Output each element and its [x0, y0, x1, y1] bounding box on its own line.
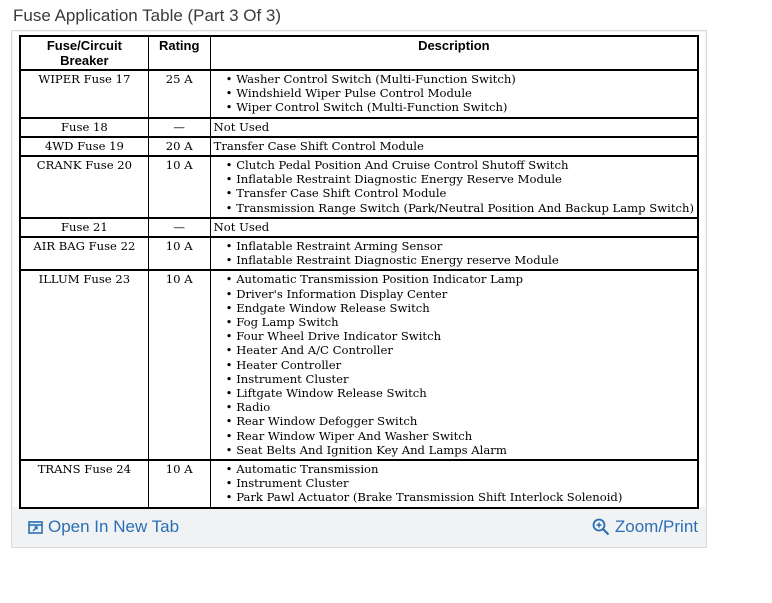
bullet: • [225, 172, 237, 187]
description-item-text: Inflatable Restraint Diagnostic Energy Reserve Module [236, 172, 562, 187]
table-header-row [20, 36, 698, 70]
description-item-text: Liftgate Window Release Switch [236, 386, 427, 401]
description-item [226, 186, 694, 200]
description-cell [210, 237, 698, 270]
fuse-application-table [19, 35, 699, 509]
description-item [226, 462, 694, 476]
rating-cell: 10 A [148, 270, 210, 460]
description-item-text: Automatic Transmission Position Indicator Lamp [236, 272, 524, 287]
rating-cell: 10 A [148, 237, 210, 270]
description-item [226, 86, 694, 100]
table-row [20, 460, 698, 508]
description-item [226, 301, 694, 315]
open-in-new-tab-icon [28, 521, 43, 534]
fuse-cell: WIPER Fuse 17 [38, 72, 131, 86]
description-item [226, 239, 694, 253]
description-item [226, 358, 694, 372]
table-row [20, 218, 698, 237]
description-text: Not Used [213, 219, 270, 234]
description-item [226, 172, 694, 186]
description-cell [210, 156, 698, 218]
description-item [226, 201, 694, 215]
table-row [20, 237, 698, 270]
description-item-text: Instrument Cluster [236, 476, 349, 491]
description-item-text: Fog Lamp Switch [236, 315, 339, 330]
open-in-new-tab-label: Open In New Tab [48, 517, 180, 536]
description-item-text: Rear Window Defogger Switch [236, 414, 418, 429]
bullet: • [225, 315, 237, 330]
description-text: Transfer Case Shift Control Module [213, 138, 424, 153]
description-cell [210, 218, 698, 237]
bullet: • [225, 400, 237, 415]
bullet: • [225, 414, 237, 429]
description-cell [210, 270, 698, 460]
description-item [226, 253, 694, 267]
description-item [226, 490, 694, 504]
description-item-text: Four Wheel Drive Indicator Switch [236, 329, 442, 344]
header-rating: Rating [148, 36, 210, 70]
fuse-cell: 4WD Fuse 19 [20, 137, 148, 156]
description-item [226, 158, 694, 172]
table-row [20, 270, 698, 460]
description-item [226, 72, 694, 86]
rating-cell: 25 A [148, 70, 210, 118]
bullet: • [225, 428, 237, 443]
image-footer [12, 509, 706, 547]
bullet: • [225, 272, 237, 287]
bullet: • [225, 286, 237, 301]
description-text: Not Used [213, 119, 270, 134]
description-item [226, 329, 694, 343]
description-item-text: Transfer Case Shift Control Module [236, 186, 447, 201]
image-frame [11, 30, 707, 548]
description-item [226, 476, 694, 490]
fuse-cell: TRANS Fuse 24 [20, 460, 148, 508]
rating-cell: 20 A [148, 137, 210, 156]
bullet: • [225, 462, 237, 477]
description-list [214, 239, 694, 267]
description-list [214, 158, 694, 215]
description-item-text: Park Pawl Actuator (Brake Transmission Shift Interlock Solenoid) [236, 490, 623, 505]
bullet: • [225, 357, 237, 372]
description-item [226, 372, 694, 386]
rating-cell: 10 A [148, 156, 210, 218]
description-item-text: Instrument Cluster [236, 371, 349, 386]
table-row [20, 137, 698, 156]
description-item-text: Inflatable Restraint Arming Sensor [236, 239, 443, 254]
bullet: • [225, 86, 237, 101]
description-item [226, 272, 694, 286]
description-item [226, 443, 694, 457]
description-cell [210, 70, 698, 118]
table-row [20, 70, 698, 118]
bullet: • [225, 490, 237, 505]
table-body [20, 70, 698, 508]
description-item [226, 315, 694, 329]
fuse-cell: Fuse 18 [20, 118, 148, 137]
bullet: • [225, 476, 237, 491]
bullet: • [225, 239, 237, 254]
description-item [226, 386, 694, 400]
rating-cell: 10 A [148, 460, 210, 508]
description-list [214, 72, 694, 115]
description-item-text: Windshield Wiper Pulse Control Module [236, 86, 472, 101]
rating-cell: — [148, 118, 210, 137]
bullet: • [225, 158, 237, 173]
description-item-text: Endgate Window Release Switch [236, 300, 430, 315]
fuse-cell: CRANK Fuse 20 [20, 156, 148, 218]
bullet: • [225, 343, 237, 358]
description-item [226, 287, 694, 301]
open-in-new-tab-link[interactable] [28, 517, 179, 537]
bullet: • [225, 300, 237, 315]
description-item-text: Rear Window Wiper And Washer Switch [236, 428, 473, 443]
description-item [226, 100, 694, 114]
description-item-text: Transmission Range Switch (Park/Neutral Position And Backup Lamp Switch) [236, 200, 694, 215]
bullet: • [225, 72, 237, 86]
magnifier-plus-icon [592, 518, 610, 536]
bullet: • [225, 371, 237, 386]
zoom-print-link[interactable] [592, 517, 698, 537]
description-item-text: Radio [236, 400, 271, 415]
page-title: Fuse Application Table (Part 3 Of 3) [13, 6, 282, 25]
bullet: • [225, 200, 237, 215]
description-item-text: Driver's Information Display Center [236, 286, 448, 301]
description-item-text: Clutch Pedal Position And Cruise Control Shutoff Switch [236, 158, 569, 173]
description-cell [210, 460, 698, 508]
header-fuse-circuit-breaker: Fuse/Circuit Breaker [20, 36, 148, 70]
description-item-text: Seat Belts And Ignition Key And Lamps Alarm [236, 442, 507, 457]
description-item [226, 400, 694, 414]
header-description: Description [210, 36, 698, 70]
description-cell [210, 118, 698, 137]
fuse-cell: ILLUM Fuse 23 [20, 270, 148, 460]
description-item-text: Heater And A/C Controller [236, 343, 393, 358]
fuse-cell: AIR BAG Fuse 22 [20, 237, 148, 270]
description-item-text: Inflatable Restraint Diagnostic Energy reserve Module [236, 253, 559, 268]
bullet: • [225, 100, 237, 115]
table-row [20, 118, 698, 137]
zoom-print-label: Zoom/Print [614, 517, 698, 536]
bullet: • [225, 329, 237, 344]
fuse-table-image [13, 32, 705, 507]
bullet: • [225, 442, 237, 457]
description-item [226, 414, 694, 428]
description-item-text: Automatic Transmission [236, 462, 379, 477]
fuse-cell: Fuse 21 [20, 218, 148, 237]
bullet: • [225, 253, 237, 268]
description-list [214, 272, 694, 457]
description-item [226, 429, 694, 443]
description-item [226, 343, 694, 357]
description-list [214, 462, 694, 505]
description-item-text: Heater Controller [236, 357, 342, 372]
table-row [20, 156, 698, 218]
description-item-text: Wiper Control Switch (Multi-Function Switch) [236, 100, 508, 115]
description-cell [210, 137, 698, 156]
bullet: • [225, 386, 237, 401]
bullet: • [225, 186, 237, 201]
rating-cell: — [148, 218, 210, 237]
description-item-text: Washer Control Switch (Multi-Function Switch) [236, 72, 516, 86]
